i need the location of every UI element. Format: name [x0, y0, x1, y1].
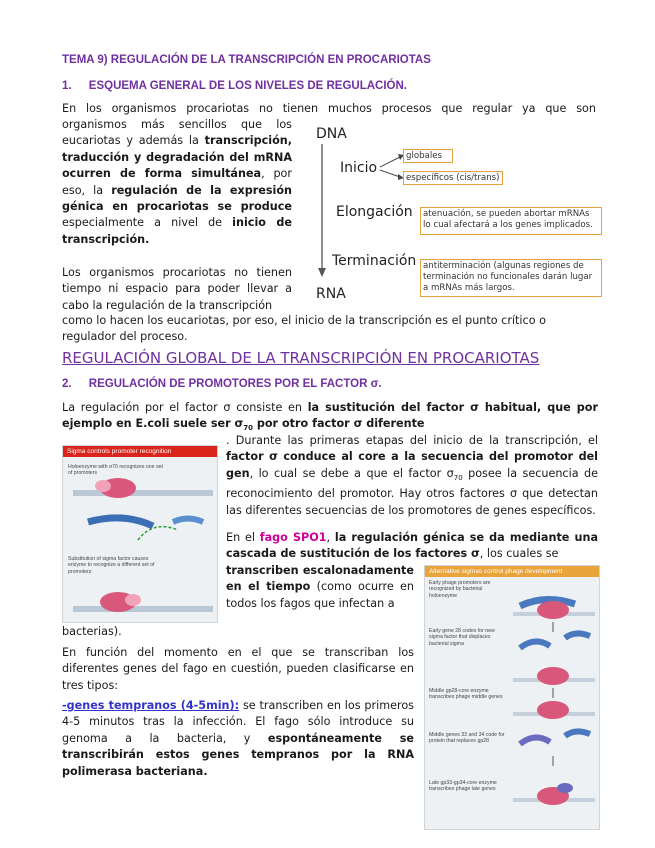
section1-heading — [62, 80, 407, 92]
section1-paragraph: organismos más sencillos que los eucariotas y además la transcripción, traducción y degradación del mRNA ocurren de forma simultánea, por eso, la regulación de la expresión génica en procariotas se produce especialmente a nivel de inicio de transcripción. — [62, 118, 293, 246]
document-title: TEMA 9) REGULACIÓN DE LA TRANSCRIPCIÓN EN PROCARIOTAS — [62, 54, 431, 66]
terminacion-box: antiterminación (algunas regiones de terminación no funcionales darán lugar a mRNAs más largos. — [420, 259, 602, 297]
global-regulation-heading: REGULACIÓN GLOBAL DE LA TRANSCRIPCIÓN EN PROCARIOTAS — [62, 349, 540, 367]
especificos-box: específicos (cis/trans) — [403, 171, 503, 185]
section2-number: 2. — [62, 378, 72, 390]
dna-label: DNA — [316, 126, 347, 142]
rna-label: RNA — [316, 286, 346, 302]
terminacion-label: Terminación — [332, 253, 417, 269]
figure1-illustration — [63, 460, 218, 620]
figure2-title: Alternative sigmas control phage development — [425, 566, 599, 577]
sigma-promoter-figure — [62, 445, 218, 623]
section1-title: ESQUEMA GENERAL DE LOS NIVELES DE REGULACIÓN. — [88, 80, 408, 92]
phage-paragraph-top: En el fago SPO1, la regulación génica se da mediante una cascada de sustitución de los factores σ, los cuales se — [226, 531, 598, 561]
globales-box: globales — [403, 149, 453, 163]
section1-intro-line: En los organismos procariotas no tienen muchos procesos que regular ya que son — [62, 102, 596, 115]
figure1-caption2: Substitution of sigma factor causes enzyme to recognize a different set of promoters — [68, 556, 155, 575]
sigma-paragraph-top: La regulación por el factor σ consiste en la sustitución del factor σ habitual, que por ejemplo en E.coli suele ser $\sigma_{70}$ por otro factor σ diferente — [62, 401, 598, 433]
phage-paragraph-end: bacterias). — [62, 625, 122, 638]
classification-paragraph: En función del momento en el que se transcriban los diferentes genes del fago en cuestión, pueden clasificarse en tres tipos: — [62, 646, 414, 692]
figure1-title: Sigma controls promoter recognition — [63, 446, 217, 457]
figure2-late-caption: Late gp33-gp34-core enzyme transcribes phage late genes — [429, 780, 497, 793]
inicio-label: Inicio — [340, 160, 378, 176]
phage-development-figure — [424, 565, 600, 830]
elongacion-label: Elongación — [336, 204, 413, 220]
regulation-diagram — [310, 120, 610, 300]
early-genes-term: -genes tempranos (4-5min): — [62, 699, 240, 712]
section2-heading — [62, 378, 382, 390]
sigma-paragraph-rest: . Durante las primeras etapas del inicio de la transcripción, el factor σ conduce al core a la secuencia del promotor del gen, lo cual se debe a que el factor $\sigma_{70}$ posee la secuencia de reconocimiento del promotor. Hay otros factores σ que detectan las diferentes secuencias de los promotores de genes específicos. — [226, 434, 598, 517]
section1-number: 1. — [62, 80, 72, 92]
figure2-gene28-caption: Early gene 28 codes for new sigma factor that displaces bacterial sigma — [429, 628, 495, 647]
early-genes-paragraph: -genes tempranos (4-5min): se transcriben en los primeros 4-5 minutos tras la infección. El fago sólo introduce su genoma a la bacteria, y espontáneamente se transcribirán estos genes tempranos por la RNA polimerasa bacteriana. — [62, 699, 415, 778]
figure2-illustration — [425, 566, 600, 830]
figure2-middle-caption: Middle gp28-core enzyme transcribes phage middle genes — [429, 688, 503, 701]
figure2-genes33-34-caption: Middle genes 33 and 34 code for protein that replaces gp28 — [429, 732, 505, 745]
section1-paragraph2-cont: como lo hacen los eucariotas, por eso, el inicio de la transcripción es el punto crítico o regulador del proceso. — [62, 314, 546, 344]
section2-title: REGULACIÓN DE PROMOTORES POR EL FACTOR σ. — [88, 378, 382, 390]
figure2-early-caption: Early phage promoters are recognized by bacterial holoenzyme — [429, 580, 491, 599]
phage-paragraph-rest: transcriben escalonadamente en el tiempo (como ocurre en todos los fagos que infectan a — [226, 564, 414, 610]
section1-paragraph2-left: Los organismos procariotas no tienen tiempo ni espacio para poder llevar a cabo la regulación de la transcripción — [62, 266, 292, 312]
figure1-caption1: Holoenzyme with σ70 recognizes one set of promoters — [68, 464, 163, 477]
elongacion-box: atenuación, se pueden abortar mRNAs lo cual afectará a los genes implicados. — [420, 207, 602, 235]
